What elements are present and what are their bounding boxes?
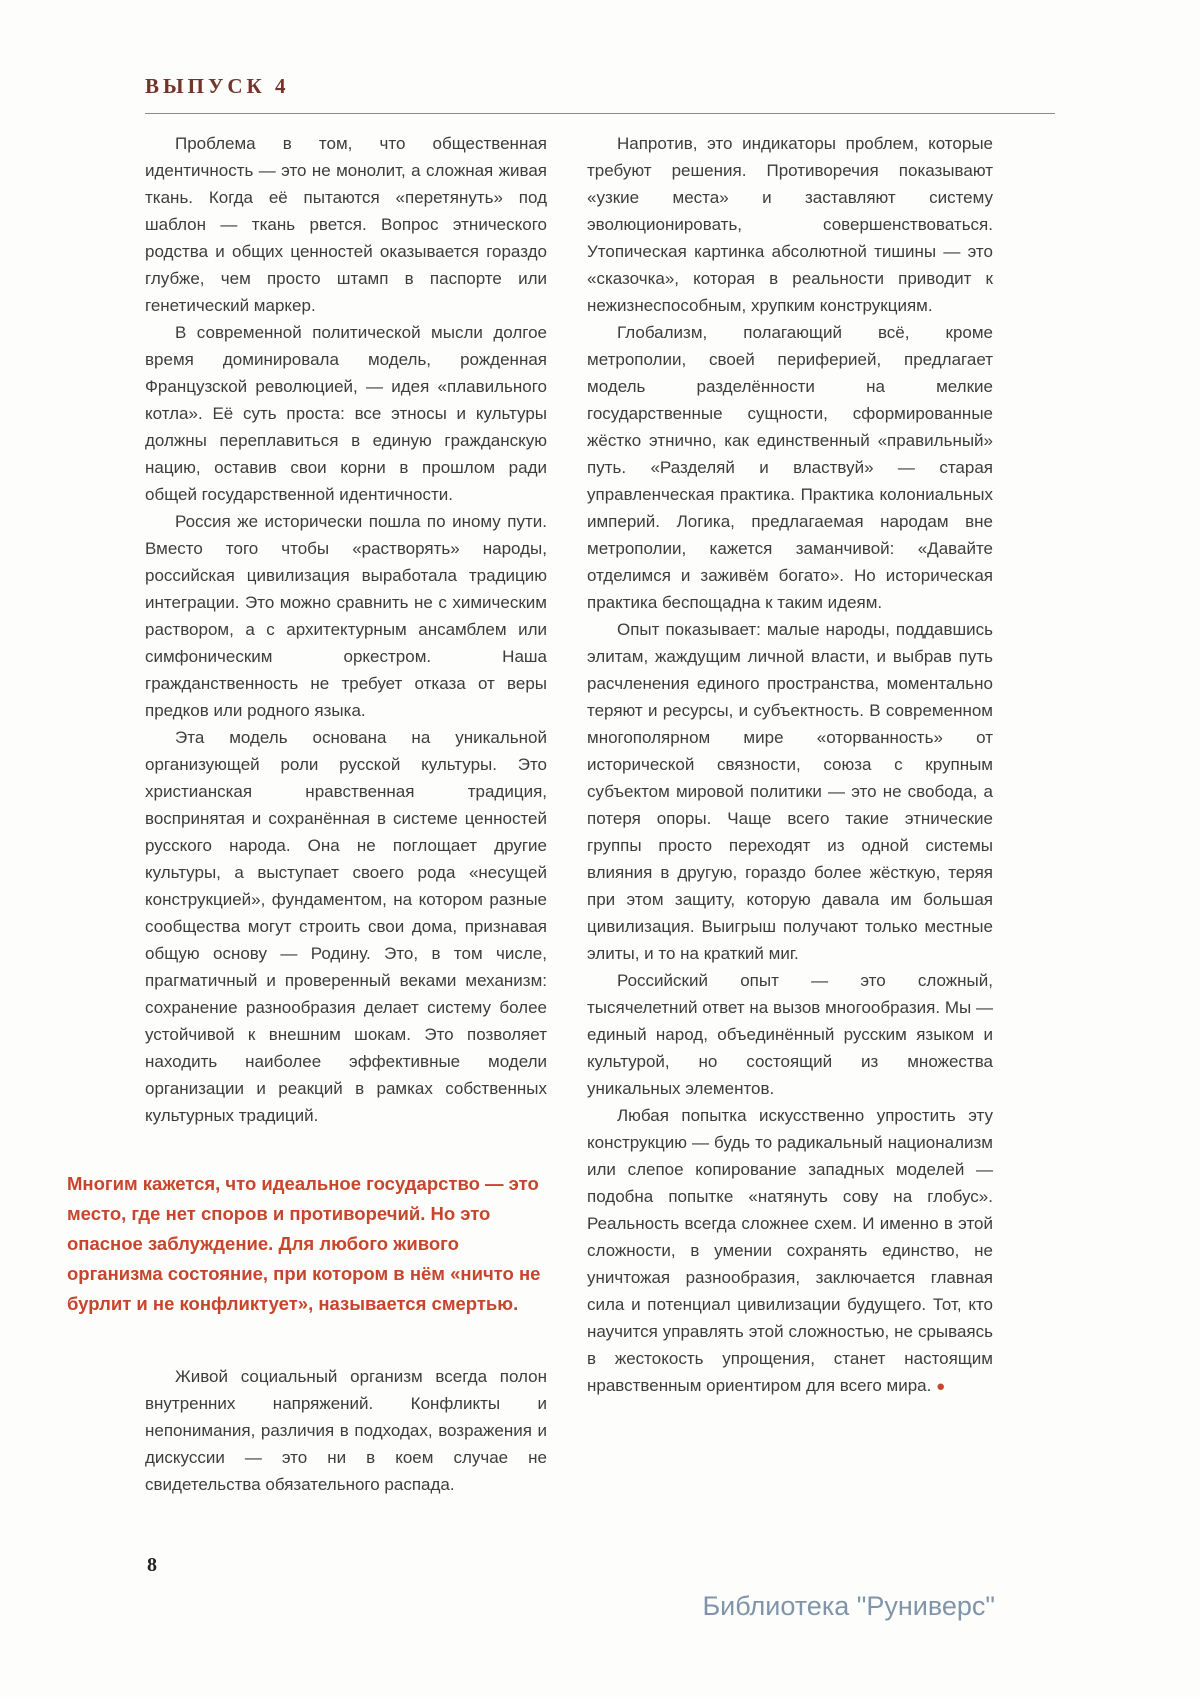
right-column: [587, 130, 993, 1498]
paragraph-left-4: Эта модель основана на уникальной организующей роли русской культуры. Это христианская нравственная традиция, воспринятая и сохранённая в системе ценностей русского народа. Она не поглощает другие культуры, а выступает своего рода «несущей конструкцией», фундаментом, на котором разные сообщества могут строить свои дома, признавая общую основу — Родину. Это, в том числе, прагматичный и проверенный веками механизм: сохранение разнообразия делает систему более устойчивой к внешним шокам. Это позволяет находить наиболее эффективные модели организации и реакций в рамках собственных культурных традиций.: [145, 728, 547, 1125]
left-column: [67, 130, 547, 1498]
article-body: [67, 130, 993, 1498]
paragraph-right-5: [587, 1102, 993, 1400]
header-rule: [145, 113, 1055, 114]
pull-quote: Многим кажется, что идеальное государство — это место, где нет споров и противоречий. Но это опасное заблуждение. Для любого живого организма состояние, при котором в нём «ничто не бурлит и не конфликтует», называется смертью.: [67, 1173, 541, 1314]
paragraph-left-2: В современной политической мысли долгое время доминировала модель, рожденная Французской революцией, — идея «плавильного котла». Её суть проста: все этносы и культуры должны переплавиться в единую гражданскую нацию, оставив свои корни в прошлом ради общей государственной идентичности.: [145, 323, 547, 504]
library-watermark: Библиотека "Руниверс": [702, 1591, 995, 1621]
paragraph-right-1: Напротив, это индикаторы проблем, которые требуют решения. Противоречия показывают «узкие места» и заставляют систему эволюционировать, совершенствоваться. Утопическая картинка абсолютной тишины — это «сказочка», которая в реальности приводит к нежизнеспособным, хрупким конструкциям.: [587, 134, 993, 315]
paragraph-left-1: Проблема в том, что общественная идентичность — это не монолит, а сложная живая ткань. Когда её пытаются «перетянуть» под шаблон — ткань рвется. Вопрос этнического родства и общих ценностей оказывается гораздо глубже, чем просто штамп в паспорте или генетический маркер.: [145, 134, 547, 315]
paragraph-left-5: Живой социальный организм всегда полон внутренних напряжений. Конфликты и непонимания, различия в подходах, возражения и дискуссии — это ни в коем случае не свидетельства обязательного распада.: [145, 1367, 547, 1494]
paragraph-left-3: Россия же исторически пошла по иному пути. Вместо того чтобы «растворять» народы, российская цивилизация выработала традицию интеграции. Это можно сравнить не с химическим раствором, а с архитектурным ансамблем или симфоническим оркестром. Наша гражданственность не требует отказа от веры предков или родного языка.: [145, 512, 547, 720]
paragraph-right-2: Глобализм, полагающий всё, кроме метрополии, своей периферией, предлагает модель разделённости на мелкие государственные сущности, сформированные жёстко этнично, как единственный «правильный» путь. «Разделяй и властвуй» — старая управленческая практика. Практика колониальных империй. Логика, предлагаемая народам вне метрополии, кажется заманчивой: «Давайте отделимся и заживём богато». Но историческая практика беспощадна к таким идеям.: [587, 323, 993, 612]
paragraph-right-5-text: Любая попытка искусственно упростить эту конструкцию — будь то радикальный национализм или слепое копирование западных моделей — подобна попытке «натянуть сову на глобус». Реальность всегда сложнее схем. И именно в этой сложности, в умении сохранять единство, не уничтожая разнообразия, заключается главная сила и потенциал цивилизации будущего. Тот, кто научится управлять этой сложностью, не срываясь в жестокость упрощения, станет настоящим нравственным ориентиром для всего мира.: [587, 1106, 993, 1395]
page-number: 8: [147, 1554, 157, 1576]
paragraph-right-3: Опыт показывает: малые народы, поддавшись элитам, жаждущим личной власти, и выбрав путь расчленения единого пространства, моментально теряют и ресурсы, и субъектность. В современном многополярном мире «оторванность» от исторической связности, союза с крупным субъектом мировой политики — это не свобода, а потеря опоры. Чаще всего такие этнические группы просто переходят из одной системы влияния в другую, гораздо более жёсткую, теряя при этом защиту, которую давала им большая цивилизация. Выигрыш получают только местные элиты, и то на краткий миг.: [587, 620, 993, 963]
article-end-mark: ●: [936, 1378, 946, 1395]
page-header: [145, 74, 1055, 114]
paragraph-right-4: Российский опыт — это сложный, тысячелетний ответ на вызов многообразия. Мы — единый народ, объединённый русским языком и культурой, но состоящий из множества уникальных элементов.: [587, 971, 993, 1098]
issue-label: ВЫПУСК 4: [145, 74, 290, 98]
